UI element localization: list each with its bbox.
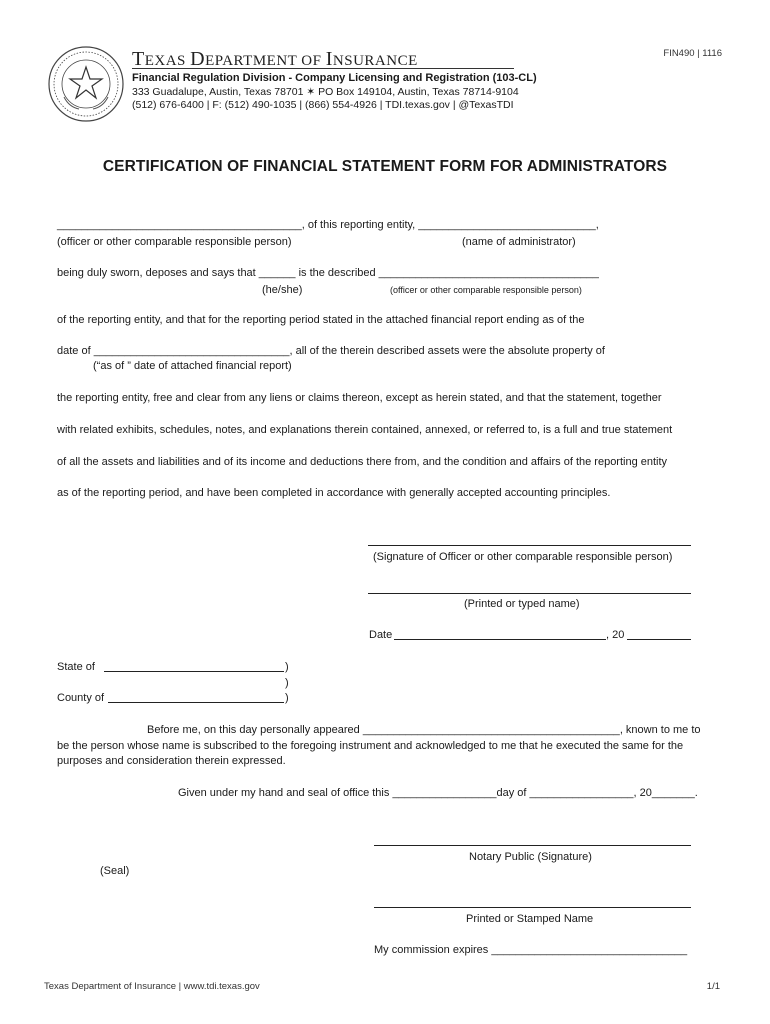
given-month-field[interactable]: _________________ [529,787,634,799]
org-name: TEXAS DEPARTMENT OF INSURANCE [132,48,418,70]
page-number: 1/1 [706,981,720,992]
address: 333 Guadalupe, Austin, Texas 78701 ✶ PO Box 149104, Austin, Texas 78714-9104 [132,86,519,98]
date-label: Date [369,629,393,641]
notary-line-1 [147,724,701,737]
line-text: Before me, on this day personally appeared [147,724,363,736]
officer-label: (officer or other comparable responsible person) [57,236,292,248]
venue-paren: ) [285,692,289,704]
printed-name-field[interactable] [368,593,691,594]
county-field[interactable] [108,702,284,703]
texas-seal-icon [47,45,125,123]
administrator-label: (name of administrator) [462,236,576,248]
date-line [57,345,605,358]
described-title-field[interactable]: ____________________________________ [378,267,599,279]
given-year-field[interactable]: _______ [651,787,695,799]
body-text-3: of the reporting entity, and that for the reporting period stated in the attached financial report ending as of the [57,314,585,326]
he-she-field[interactable]: ______ [258,267,296,279]
appeared-name-field[interactable]: __________________________________________ [362,724,620,736]
line-text: day of [496,787,530,799]
county-label: County of [57,692,105,704]
notary-signature-label: Notary Public (Signature) [469,851,592,863]
state-label: State of [57,661,95,673]
line-text: , all of the therein described assets were the absolute property of [289,345,605,357]
line-text: date of [57,345,94,357]
contact-info: (512) 676-6400 | F: (512) 490-1035 | (866) 554-4926 | TDI.texas.gov | @TexasTDI [132,99,514,111]
he-she-label: (he/she) [262,284,303,296]
report-date-field[interactable]: ________________________________ [93,345,290,357]
line-text: , known to me to [619,724,701,736]
officer-signature-label: (Signature of Officer or other comparable responsible person) [373,551,673,563]
officer-name-field[interactable]: ________________________________________ [57,219,302,231]
seal-label: (Seal) [100,865,130,877]
header-rule [132,68,514,69]
given-under-line [178,787,698,800]
signature-date-field[interactable] [394,639,606,640]
commission-line [374,944,687,957]
sworn-line [57,267,599,280]
notary-line-3: purposes and consideration therein expressed. [57,755,286,767]
form-title: CERTIFICATION OF FINANCIAL STATEMENT FORM FOR ADMINISTRATORS [102,158,668,175]
state-field[interactable] [104,671,284,672]
stamped-name-label: Printed or Stamped Name [466,913,594,925]
signature-year-field[interactable] [627,639,691,640]
venue-paren: ) [285,661,289,673]
body-para-2: with related exhibits, schedules, notes, and explanations therein contained, annexed, or referred to, is a full and true statement [57,424,673,436]
report-date-label: (“as of ” date of attached financial report) [93,360,292,372]
line-text: My commission expires [374,944,492,956]
line-text: is the described [295,267,379,279]
body-para-4: as of the reporting period, and have been completed in accordance with generally accepted accounting principles. [57,487,611,499]
commission-expires-field[interactable]: ________________________________ [491,944,688,956]
line-text: being duly sworn, deposes and says that [57,267,259,279]
line-text: Given under my hand and seal of office this [178,787,393,799]
notary-signature-field[interactable] [374,845,691,846]
given-day-field[interactable]: _________________ [392,787,497,799]
line-text: , of this reporting entity, [301,219,419,231]
line-text: . [694,787,698,799]
line-text: , [595,219,599,231]
described-title-label: (officer or other comparable responsible person) [390,285,582,295]
officer-signature-field[interactable] [368,545,691,546]
footer-left: Texas Department of Insurance | www.tdi.texas.gov [44,981,260,992]
notary-line-2: be the person whose name is subscribed to the foregoing instrument and acknowledged to me that he executed the same for the [57,740,684,752]
venue-paren: ) [285,677,289,689]
line-text: , 20 [633,787,652,799]
date-comma-20: , 20 [606,629,625,641]
officer-name-line [57,219,599,232]
printed-name-label: (Printed or typed name) [464,598,580,610]
administrator-name-field[interactable]: _____________________________ [418,219,596,231]
form-id: FIN490 | 1116 [663,48,722,59]
body-para-1: the reporting entity, free and clear from any liens or claims thereon, except as herein stated, and that the statement, together [57,392,662,404]
stamped-name-field[interactable] [374,907,691,908]
body-para-3: of all the assets and liabilities and of its income and deductions there from, and the condition and affairs of the reporting entity [57,456,668,468]
division-name: Financial Regulation Division - Company Licensing and Registration (103-CL) [132,72,537,84]
